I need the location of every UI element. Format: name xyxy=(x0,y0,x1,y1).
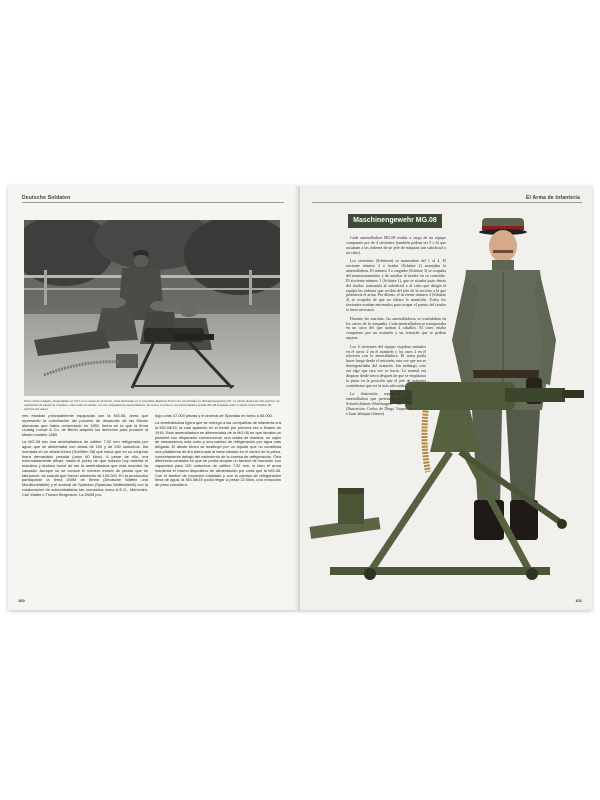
article-text xyxy=(346,236,446,420)
left-page xyxy=(8,186,299,610)
paragraph: Los 4 sirvientes del equipo viajaban sentados en el carro: 2 en el avantrén y los otros 2 en el retrotrén con la ametralladora. El arma podía hacer fuego desde el retrotrén, esta vez que era se desenganchaba del avantrén. Sin embargo, esto era algo que rara vez se hacía. Lo normal era disparar desde tierra después de que se emplazara la pieza en la posición que el jefe de máquina considerase que era la más adecuada. xyxy=(346,343,426,388)
text-column-2 xyxy=(155,414,281,490)
paragraph: nes estaban principalmente equipadas con la MG.08, arma que representó la culminación del proceso de desarrollo de las Maxim alemanas que había comenzado en 1892, fecha en la que la firma Ludwig Loewe & Co. de Berlín adquirió los derechos para producir la Maxim modelo 1889. xyxy=(22,413,148,437)
photo-caption: Estos cuatro soldados, fotografiados en 1917 en el campo de ejercicios, están destinados en el Grenadier-Regiment Prinz Carl von Preußen (2. Brandenburgisches) Nr. 12. Desde finales del año anterior, los regimientos de infantería contaban, como todos los demás, con tres compañías de ametralladoras. De rostro, el arma es una ametralladora pesada MG.08 instalada sobre el afuste-trineo Schlitten 08. (Archivo del autor) xyxy=(24,399,280,412)
paragraph: Durante las marchas, las ametralladoras se trasladaban en los carros de la compañía. Cada ametralladora se transportaba en un carro del que tiraban 4 caballos. El carro estaba compuesto por un avantrén y un retrotrén que se podían separar. xyxy=(346,315,446,341)
historical-photo xyxy=(24,220,280,396)
book-spread xyxy=(8,186,592,610)
page-number-right: 101 xyxy=(575,598,582,603)
illustration-credit: La ilustración reproduce una ametralladora que perteneció al MG.-Scharfschützen-Abteilungen Nr. 26. (Ilustración: Carlos de Diego Vaquerizo e Juan Jabuque Gómez) xyxy=(346,391,412,416)
right-page xyxy=(300,186,592,610)
header-rule-left xyxy=(22,202,284,203)
running-head-left: Deutsche Soldaten xyxy=(22,195,71,201)
article-title: Maschinengewehr MG.08 xyxy=(348,214,442,228)
paragraph: Los sirvientes (Schützen) se numeraban del 1 al 4. El sirviente número 2 o tirador (Schütze 2) manejaba la ametralladora. El número 3 o cargador (Schütze 3) se ocupaba del municionamiento y de auxiliar al tirador en su cometido. El sirviente número 1 (Schütze 1), que se situaba justo detrás del tirador, transmitía al suboficial o al cabo que dirigía el equipo las órdenes que recibía del jefe de la sección a la que pertenecía el arma. Por último, el sirviente número 4 (Schütze 4) se ocupaba de que no faltara la munición. Todos los sirvientes estaban entrenados para ocupar el puesto del tirador si fuera necesario. xyxy=(346,258,446,313)
paragraph: La MG.08 era una ametralladora de calibre 7,92 mm refrigerada por agua, que se alimentaba con cintas de 100 y de 250 cartuchos. Iba montada en un afuste-trineo (Schlitten 08) que hacía que en su conjunto fuera demasiado pesada (unos 60 kilos). A pesar de ello, era extremadamente eficaz, hasta el punto de que todavía hoy ostenta el macabro y dudoso honor de ser la ametralladora que más muertes ha causado. Aunque no se conoce el número exacto de piezas que se fabricaron, se calcula que fueron alrededor de 100.000. En la producción participaron la firma DWM de Berlín (Deutsche Waffen und Munitionsfabrik) y el arsenal de Spandau (Spandau Waffenfabrik) con la colaboración de subcontratistas tan conocidos como A.E.G., Mercedes, Carl Walter o Thedor Bergmann. La DWM pro- xyxy=(22,439,148,497)
running-head-right: El Arma de Infantería xyxy=(525,195,580,201)
paragraph: La ametralladora ligera que se entregó a las compañías de infantería era la MG.08/15, la cual apareció en el frente por primera vez a finales de 1916. Esta ametralladora se diferenciaba de la MG.08 en que llevaba un pistolete con disparador convencional, una culata de madera, un cajón de mecanismos más corto y una camisa de refrigeración por agua más delgada. El afuste trineo se sustituyó por un bípode que no constituía una plataforma de tiro adecuada al estar situado en el centro de la pieza, concretamente debajo del nacimiento de la camisa de refrigeración. Otra diferencia consistía en que se podía acoplar un tambor de munición con capacidad para 100 cartuchos de calibre 7,92 mm, si bien el arma mantenía el mismo dispositivo de alimentación por cinta que la MG.08. Con el tambor de munición instalado y con la camisa de refrigeración llena de agua, la MG.08/15 podía llegar a pesar 22 kilos, una reducción de peso considera- xyxy=(155,420,281,487)
soldiers-photo-image xyxy=(24,220,280,396)
header-rule-right xyxy=(312,202,582,203)
paragraph: dujo unas 47.000 piezas y el arsenal de Spandau en torno a 55.000. xyxy=(155,413,273,418)
mg08-illustration xyxy=(300,362,592,610)
paragraph: Cada ametralladora MG.08 estaba a cargo de un equipo compuesto por de 4 sirvientes (también podían ser 5 o 6) que actuaban a las órdenes de un jefe de máquina (un suboficial o un cabo). xyxy=(346,235,446,255)
page-number-left: 100 xyxy=(18,598,25,603)
text-column-1 xyxy=(22,414,148,500)
